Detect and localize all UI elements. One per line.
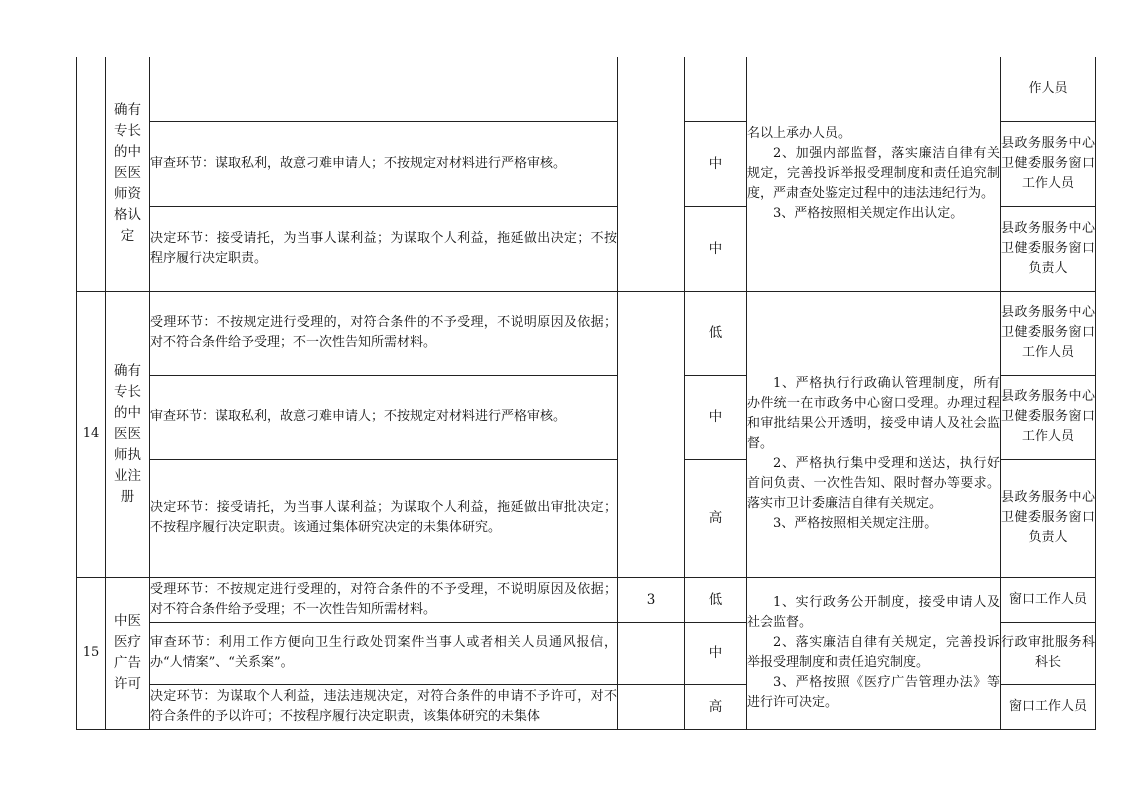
risk-point-cell: 决定环节：接受请托，为当事人谋利益；为谋取个人利益，拖延做出审批决定；不按程序履行决定职责。该通过集体研究决定的未集体研究。	[150, 459, 618, 577]
risk-point-cell: 受理环节：不按规定进行受理的，对符合条件的不予受理，不说明原因及依据；对不符合条件给予受理；不一次性告知所需材料。	[150, 291, 618, 375]
item-name-line: 确有	[114, 102, 141, 119]
item-name-line: 中医	[114, 613, 141, 629]
responsible-cell: 县政务服务中心卫健委服务窗口负责人	[1001, 459, 1096, 577]
risk-level-cell: 低	[685, 577, 747, 622]
risk-control-table	[76, 57, 1096, 730]
risk-level-cell: 高	[685, 684, 747, 729]
measure-item: 1、实行政务公开制度，接受申请人及社会监督。	[747, 595, 1000, 630]
measure-item: 2、加强内部监督，落实廉洁自律有关规定，完善投诉举报受理制度和责任追究制度，严肃查处鉴定过程中的违法违纪行为。	[747, 145, 1000, 201]
responsible-cell: 作人员	[1001, 57, 1096, 121]
count-cell	[618, 57, 685, 291]
item-name-line: 师资	[114, 186, 141, 203]
risk-point-cell: 审查环节：谋取私利，故意刁难申请人；不按规定对材料进行严格审核。	[150, 375, 618, 459]
risk-point-cell: 审查环节：谋取私利，故意刁难申请人；不按规定对材料进行严格审核。	[150, 121, 618, 206]
responsible-cell: 县政务服务中心卫健委服务窗口工作人员	[1001, 291, 1096, 375]
section-number-cell: 14	[77, 291, 106, 577]
risk-level-cell: 中	[685, 622, 747, 684]
risk-level-cell: 中	[685, 121, 747, 206]
item-name-line: 专长	[114, 383, 141, 400]
risk-point-cell: 审查环节：利用工作方便向卫生行政处罚案件当事人或者相关人员通风报信，办“人情案”、“关系案”。	[150, 622, 618, 684]
measures-cell	[747, 577, 1001, 729]
measure-item: 1、严格执行行政确认管理制度，所有办件统一在市政务中心窗口受理。办理过程和审批结果公开透明，接受申请人及社会监督。	[747, 376, 1000, 451]
measure-item: 3、严格按照《医疗广告管理办法》等进行许可决定。	[747, 675, 1000, 710]
count-cell	[618, 622, 685, 684]
count-cell	[618, 291, 685, 577]
table-row	[77, 291, 1096, 375]
item-name-cell	[106, 57, 150, 291]
measure-item: 2、严格执行集中受理和送达，执行好首问负责、一次性告知、限时督办等要求。落实市卫计委廉洁自律有关规定。	[747, 456, 1000, 511]
item-name-cell	[106, 577, 150, 729]
risk-point-cell: 受理环节：不按规定进行受理的，对符合条件的不予受理，不说明原因及依据；对不符合条件给予受理；不一次性告知所需材料。	[150, 577, 618, 622]
measures-cell	[747, 291, 1001, 577]
item-name-line: 广告	[114, 655, 141, 671]
item-name-line: 医医	[114, 165, 141, 182]
item-name-line: 格认	[114, 207, 141, 224]
responsible-cell: 窗口工作人员	[1001, 577, 1096, 622]
item-name-line: 师执	[114, 446, 141, 463]
risk-level-cell: 中	[685, 206, 747, 291]
responsible-cell: 县政务服务中心卫健委服务窗口负责人	[1001, 206, 1096, 291]
section-number-cell: 15	[77, 577, 106, 729]
risk-level-cell: 中	[685, 375, 747, 459]
table-row	[77, 577, 1096, 622]
section-number-cell	[77, 57, 106, 291]
responsible-cell: 行政审批服务科科长	[1001, 622, 1096, 684]
risk-point-cell: 决定环节：为谋取个人利益，违法违规决定，对符合条件的申请不予许可，对不符合条件的予以许可；不按程序履行决定职责，该集体研究的未集体	[150, 684, 618, 729]
item-name-line: 业注	[114, 467, 141, 484]
item-name-line: 确有	[114, 362, 141, 379]
item-name-line: 的中	[114, 144, 141, 161]
risk-level-cell: 低	[685, 291, 747, 375]
count-cell: 3	[618, 577, 685, 622]
item-name-line: 定	[120, 228, 135, 245]
item-name-line: 册	[120, 488, 135, 505]
risk-point-cell: 决定环节：接受请托，为当事人谋利益；为谋取个人利益，拖延做出决定；不按程序履行决定职责。	[150, 206, 618, 291]
responsible-cell: 县政务服务中心卫健委服务窗口工作人员	[1001, 121, 1096, 206]
count-cell	[618, 684, 685, 729]
item-name-line: 医疗	[114, 634, 141, 650]
item-name-line: 医医	[114, 425, 141, 442]
measure-item: 3、严格按照相关规定注册。	[773, 516, 938, 531]
risk-level-cell: 高	[685, 459, 747, 577]
item-name-line: 的中	[114, 404, 141, 421]
measure-item: 3、严格按照相关规定作出认定。	[773, 205, 964, 221]
measure-item: 2、落实廉洁自律有关规定，完善投诉举报受理制度和责任追究制度。	[747, 635, 1000, 670]
risk-level-cell	[685, 57, 747, 121]
measure-item: 名以上承办人员。	[747, 125, 852, 141]
responsible-cell: 窗口工作人员	[1001, 684, 1096, 729]
risk-point-cell	[150, 57, 618, 121]
responsible-cell: 县政务服务中心卫健委服务窗口工作人员	[1001, 375, 1096, 459]
item-name-line: 专长	[114, 123, 141, 140]
item-name-cell	[106, 291, 150, 577]
table-row	[77, 57, 1096, 121]
item-name-line: 许可	[114, 676, 141, 692]
measures-cell	[747, 57, 1001, 291]
